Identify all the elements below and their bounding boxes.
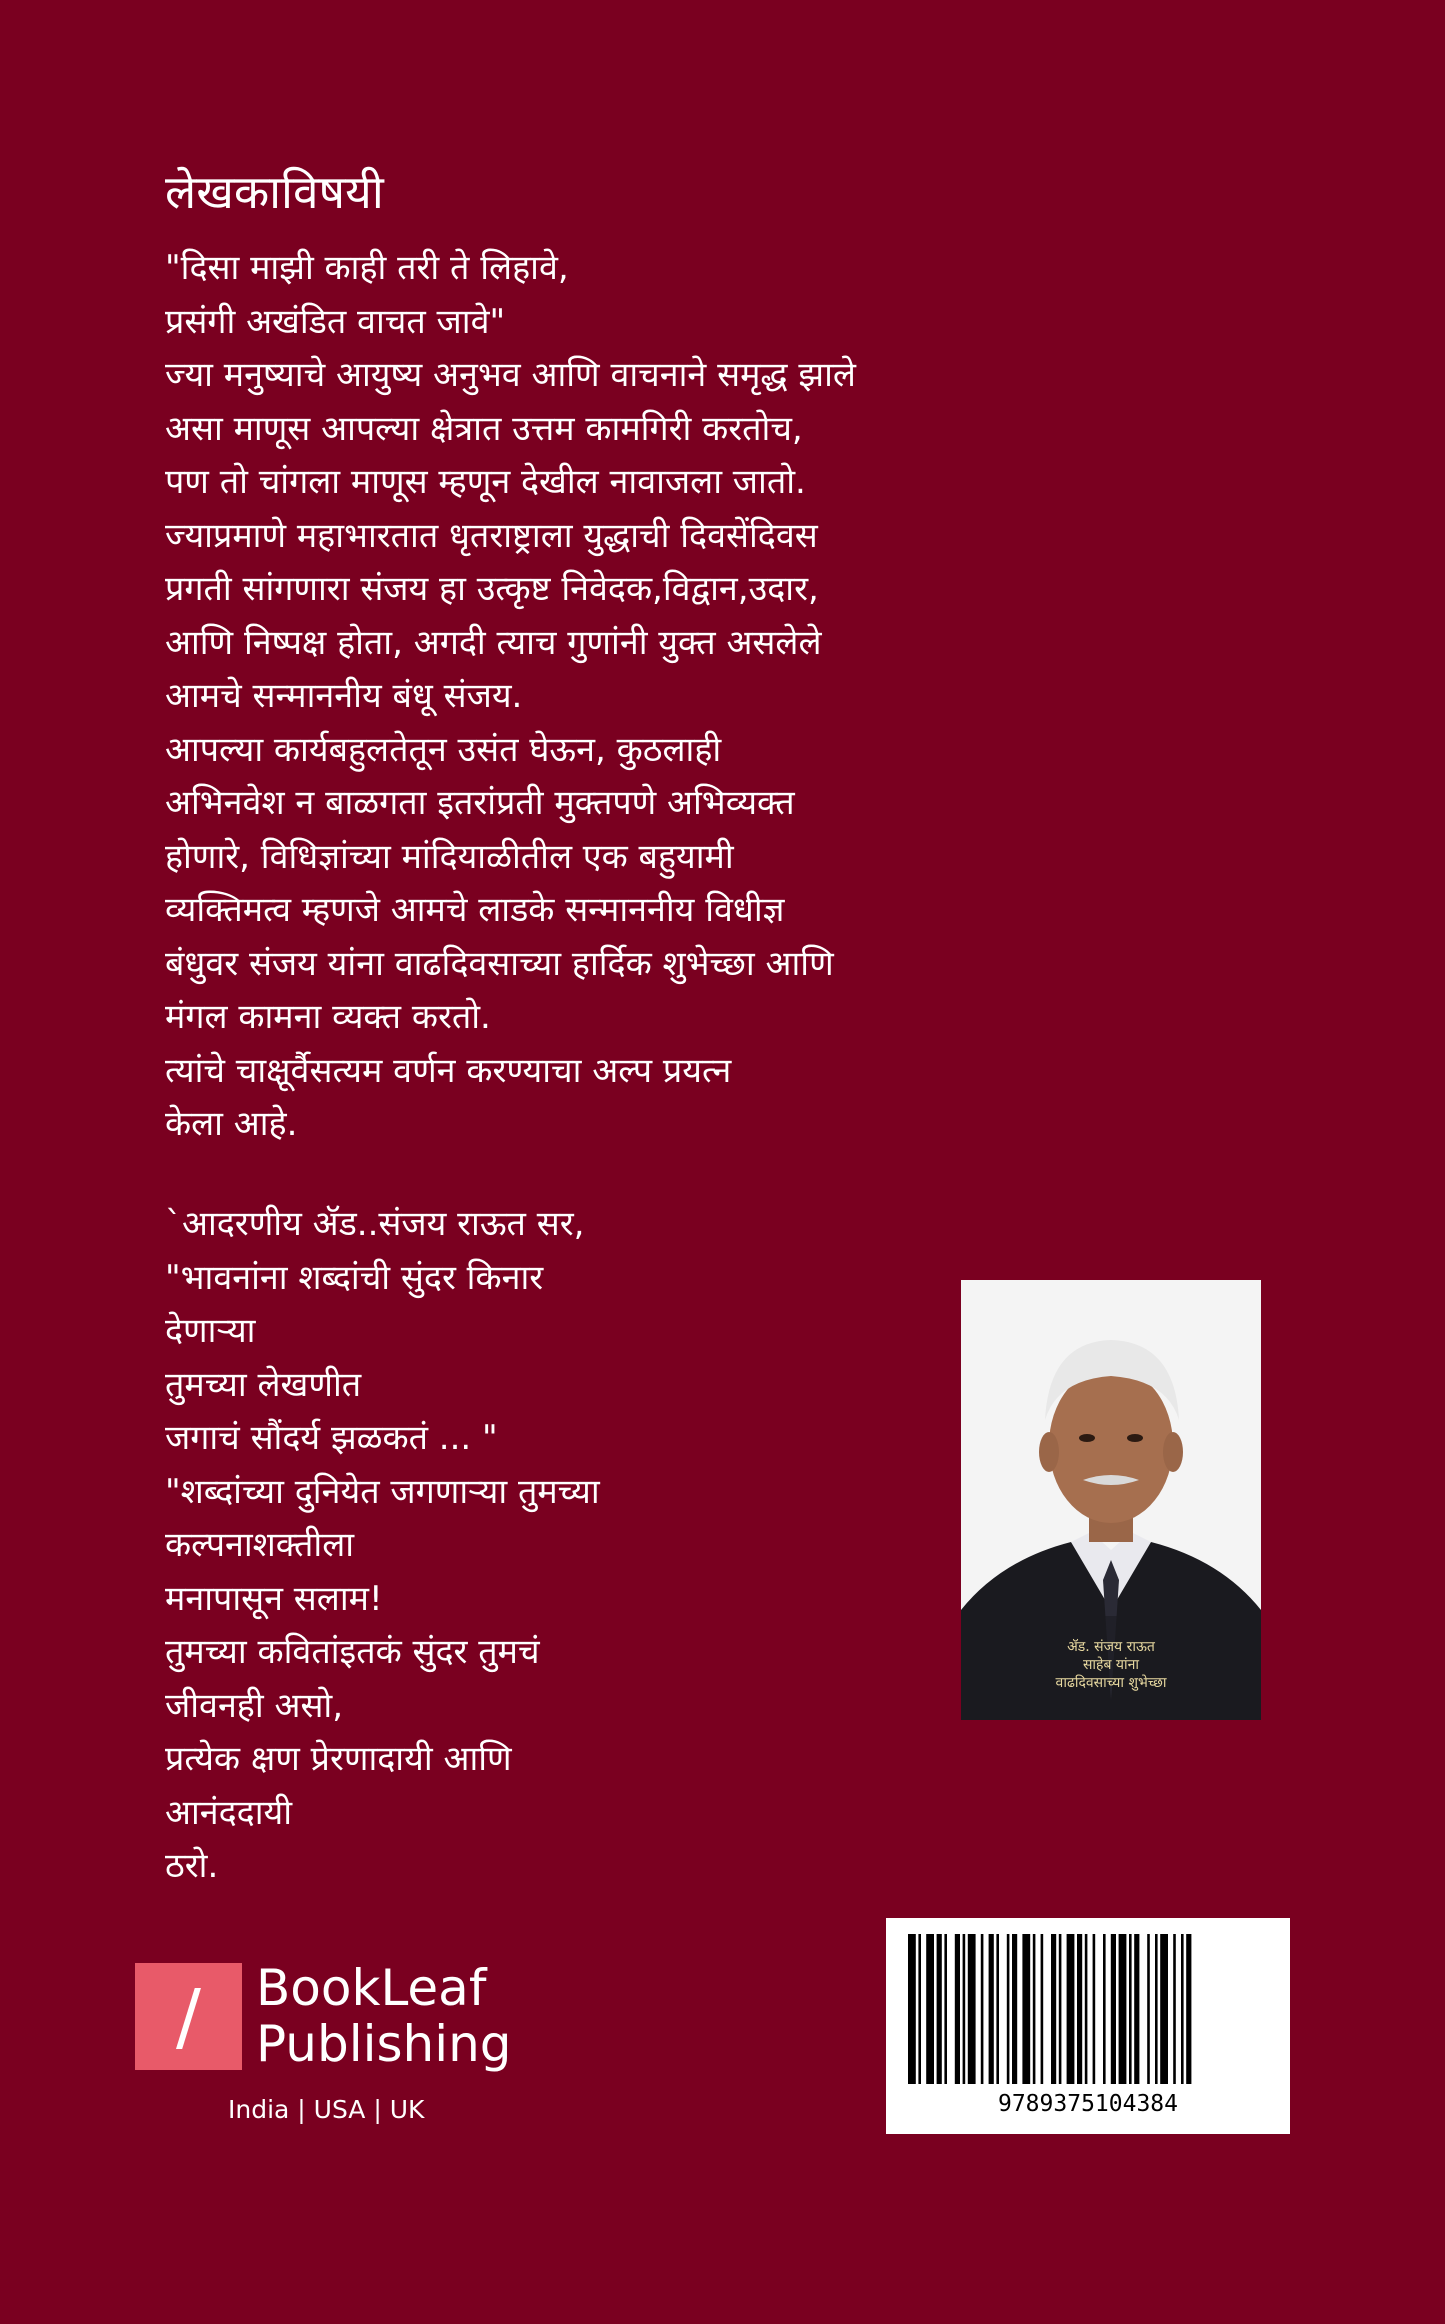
publisher-name [256, 1960, 512, 2072]
about-line: "दिसा माझी काही तरी ते लिहावे, [165, 248, 569, 288]
about-line: व्यक्तिमत्व म्हणजे आमचे लाडके सन्माननीय विधीज्ञ [165, 890, 785, 930]
poem-line: "शब्दांच्या दुनियेत जगणाऱ्या तुमच्या [165, 1471, 600, 1512]
about-line: अभिनवेश न बाळगता इतरांप्रती मुक्तपणे अभिव्यक्त [165, 783, 795, 823]
about-line: त्यांचे चाक्षूर्वैसत्यम वर्णन करण्याचा अल्प प्रयत्न [165, 1050, 732, 1091]
about-line: केला आहे. [165, 1104, 298, 1144]
poem-line: मनापासून सलाम! [165, 1578, 383, 1619]
publisher-logo-icon [135, 1963, 242, 2070]
publisher-locations: India | USA | UK [228, 2095, 425, 2124]
poem-line: कल्पनाशक्तीला [165, 1525, 355, 1565]
about-line: ज्या मनुष्याचे आयुष्य अनुभव आणि वाचनाने समृद्ध झाले [165, 355, 856, 395]
about-line: आपल्या कार्यबहुलतेतून उसंत घेऊन, कुठलाही [165, 729, 722, 770]
poem-line: देणाऱ्या [165, 1311, 256, 1351]
poem-line: ठरो. [165, 1846, 219, 1886]
about-line: बंधुवर संजय यांना वाढदिवसाच्या हार्दिक शुभेच्छा आणि [165, 943, 834, 984]
poem-line: "भावनांना शब्दांची सुंदर किनार [165, 1257, 544, 1298]
photo-caption-line: साहेब यांना [1082, 1657, 1140, 1673]
about-line: होणारे, विधिज्ञांच्या मांदियाळीतील एक बहुयामी [165, 836, 734, 877]
isbn-barcode [886, 1918, 1290, 2134]
poem-line: तुमच्या कवितांइतकं सुंदर तुमचं [165, 1632, 540, 1672]
about-author-text [165, 242, 1205, 1152]
photo-caption-line: ॲड. संजय राऊत [1067, 1639, 1155, 1655]
logo-slash: / [176, 1974, 201, 2060]
poem-line: `आदरणीय ॲड..संजय राऊत सर, [165, 1204, 585, 1244]
publisher-name-line2: Publishing [256, 2015, 512, 2073]
about-line: पण तो चांगला माणूस म्हणून देखील नावाजला जातो. [165, 462, 806, 502]
poem-line: तुमच्या लेखणीत [165, 1364, 362, 1405]
about-line: मंगल कामना व्यक्त करतो. [165, 997, 491, 1037]
poem-line: प्रत्येक क्षण प्रेरणादायी आणि [165, 1739, 512, 1779]
about-line: आमचे सन्माननीय बंधू संजय. [165, 676, 523, 716]
about-line: ज्याप्रमाणे महाभारतात धृतराष्ट्राला युद्धाची दिवसेंदिवस [165, 515, 818, 556]
birthday-poem [165, 1198, 925, 1894]
about-line: आणि निष्पक्ष होता, अगदी त्याच गुणांनी युक्त असलेले [165, 622, 822, 663]
poem-line: जीवनही असो, [165, 1685, 344, 1726]
poem-line: आनंददायी [165, 1792, 293, 1833]
author-photo [961, 1280, 1261, 1720]
about-line: असा माणूस आपल्या क्षेत्रात उत्तम कामगिरी करतोच, [165, 408, 803, 449]
isbn-number: 9789375104384 [997, 2091, 1178, 2117]
photo-caption [961, 1638, 1261, 1692]
poem-line: जगाचं सौंदर्य झळकतं ... " [165, 1418, 498, 1458]
about-line: प्रसंगी अखंडित वाचत जावे" [165, 301, 506, 342]
about-line: प्रगती सांगणारा संजय हा उत्कृष्ट निवेदक,विद्वान,उदार, [165, 569, 819, 609]
photo-caption-line: वाढदिवसाच्या शुभेच्छा [1055, 1675, 1167, 1691]
publisher-name-line1: BookLeaf [256, 1959, 487, 2017]
about-author-heading: लेखकाविषयी [165, 165, 384, 219]
